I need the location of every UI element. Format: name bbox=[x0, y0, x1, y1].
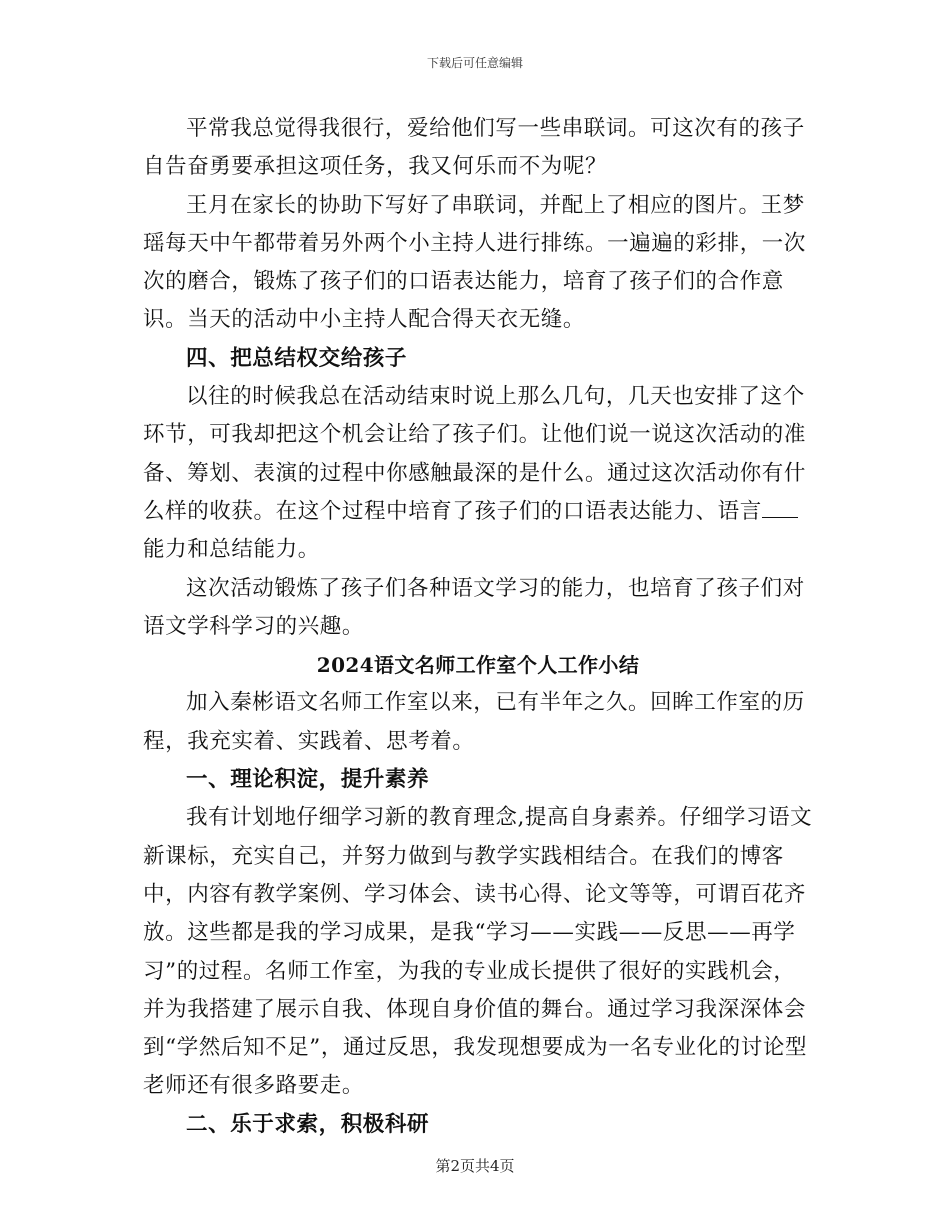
page-number-footer: 第2页共4页 bbox=[435, 1157, 515, 1175]
section-heading-1: 一、理论积淀，提升素养 bbox=[186, 767, 430, 793]
section-heading-2: 二、乐于求索，积极科研 bbox=[186, 1111, 430, 1137]
document-body bbox=[143, 110, 813, 1144]
document-title: 2024语文名师工作室个人工作小结 bbox=[316, 653, 640, 678]
paragraph-1: 平常我总觉得我很行，爱给他们写一些串联词。可这次有的孩子自告奋勇要承担这项任务，我又何乐而不为呢？ bbox=[143, 116, 805, 180]
paragraph-3 bbox=[143, 378, 813, 569]
page-header-note: 下载后可任意编辑 bbox=[426, 56, 523, 70]
paragraph-3-part-1: 以往的时候我总在活动结束时说上那么几句，几天也安排了这个环节，可我却把这个机会让给了孩子们。让他们说一说这次活动的准备、筹划、表演的过程中你感触最深的是什么。通过这次活动你有什么样的收获。在这个过程中培育了孩子们的口语表达能力、语言 bbox=[143, 384, 807, 524]
paragraph-2: 王月在家长的协助下写好了串联词，并配上了相应的图片。王梦瑶每天中午都带着另外两个小主持人进行排练。一遍遍的彩排，一次次的磨合，锻炼了孩子们的口语表达能力，培育了孩子们的合作意识。当天的活动中小主持人配合得天衣无缝。 bbox=[143, 192, 807, 333]
paragraph-6: 我有计划地仔细学习新的教育理念,提高自身素养。仔细学习语文新课标，充实自己，并努力做到与教学实践相结合。在我们的博客中，内容有教学案例、学习体会、读书心得、论文等等，可谓百花齐放。这些都是我的学习成果，是我“学习——实践——反思——再学习”的过程。名师工作室，为我的专业成长提供了很好的实践机会，并为我搭建了展示自我、体现自身价值的舞台。通过学习我深深体会到“学然后知不足”，通过反思，我发现想要成为一名专业化的讨论型老师还有很多路要走。 bbox=[143, 805, 813, 1099]
paragraph-4: 这次活动锻炼了孩子们各种语文学习的能力，也培育了孩子们对语文学科学习的兴趣。 bbox=[143, 575, 805, 639]
paragraph-5: 加入秦彬语文名师工作室以来，已有半年之久。回眸工作室的历程，我充实着、实践着、思考着。 bbox=[143, 690, 805, 754]
paragraph-3-part-2: 能力和总结能力。 bbox=[143, 537, 320, 563]
fill-in-blank bbox=[762, 499, 798, 518]
section-heading-4: 四、把总结权交给孩子 bbox=[186, 345, 408, 371]
